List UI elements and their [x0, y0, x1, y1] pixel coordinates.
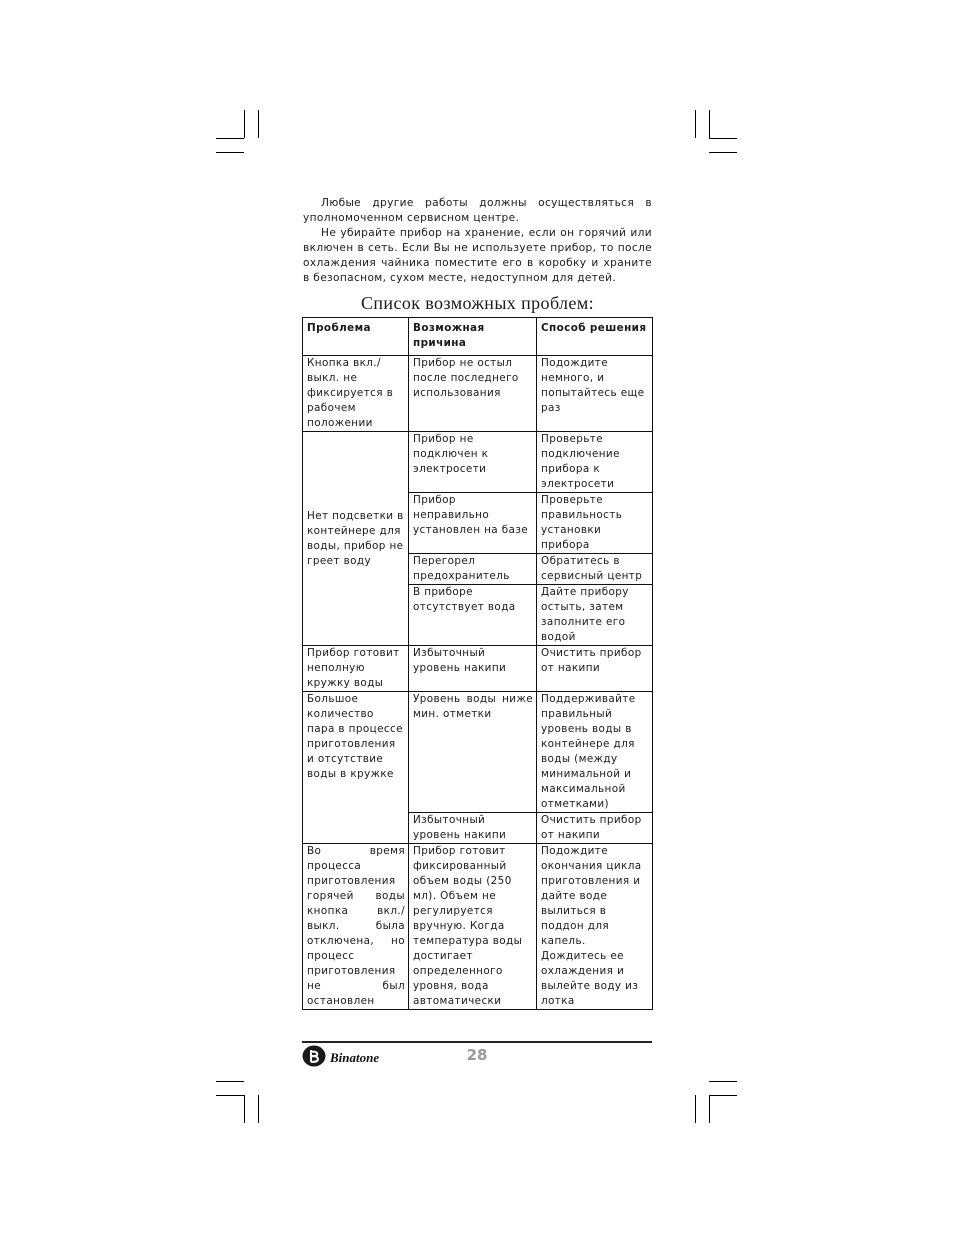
- crop-mark: [216, 138, 244, 139]
- crop-mark: [216, 1095, 244, 1096]
- solution-cell: Проверьте правильность установки прибора: [537, 493, 653, 554]
- problem-cell: Прибор готовит неполную кружку воды: [303, 646, 409, 692]
- crop-mark: [258, 1095, 259, 1123]
- page-number: 28: [466, 1046, 488, 1064]
- table-row: [303, 646, 653, 692]
- column-header-solution: Способ решения: [537, 318, 653, 356]
- crop-mark: [709, 1095, 710, 1123]
- cause-cell: Избыточный уровень накипи: [409, 646, 537, 692]
- crop-mark: [709, 1095, 737, 1096]
- solution-cell: Обратитесь в сервисный центр: [537, 554, 653, 585]
- table-row: [303, 356, 653, 432]
- crop-mark: [709, 110, 710, 138]
- problem-cell: Нет подсветки в контейнере для воды, прибор не греет воду: [303, 432, 409, 646]
- solution-cell: Поддерживайте правильный уровень воды в контейнере для воды (между минимальной и максимальной отметками): [537, 692, 653, 813]
- crop-mark: [244, 1095, 245, 1123]
- footer-rule: [302, 1041, 652, 1043]
- crop-mark: [709, 1081, 737, 1082]
- intro-text: [303, 196, 652, 286]
- column-header-problem: Проблема: [303, 318, 409, 356]
- table-header-row: [303, 318, 653, 356]
- cause-cell: Перегорел предохранитель: [409, 554, 537, 585]
- problem-cell: Во время процесса приготовления горячей воды кнопка вкл./выкл. была отключена, но процесс приготовления не был остановлен: [303, 844, 409, 1010]
- brand-logo: [302, 1046, 379, 1070]
- column-header-cause: Возможная причина: [409, 318, 537, 356]
- table-row: [303, 432, 653, 493]
- solution-cell: Очистить прибор от накипи: [537, 646, 653, 692]
- cause-cell: В приборе отсутствует вода: [409, 585, 537, 646]
- cause-cell: Прибор готовит фиксированный объем воды (250 мл). Объем не регулируется вручную. Когда температура воды достигает определенного уровня, вода автоматически: [409, 844, 537, 1010]
- crop-mark: [709, 152, 737, 153]
- cause-cell: Прибор не остыл после последнего использования: [409, 356, 537, 432]
- cause-cell: Избыточный уровень накипи: [409, 813, 537, 844]
- brand-name: Binatone: [330, 1050, 380, 1065]
- crop-mark: [216, 1081, 244, 1082]
- solution-cell: Проверьте подключение прибора к электросети: [537, 432, 653, 493]
- crop-mark: [695, 1095, 696, 1123]
- binatone-logo-icon: [302, 1045, 326, 1071]
- section-title: Список возможных проблем:: [360, 293, 595, 313]
- table-row: [303, 692, 653, 813]
- crop-mark: [216, 152, 244, 153]
- intro-paragraph: Не убирайте прибор на хранение, если он горячий или включен в сеть. Если Вы не используете прибор, то после охлаждения чайника поместите его в коробку и храните в безопасном, сухом месте, недоступном для детей.: [303, 227, 652, 284]
- cause-cell: Прибор неправильно установлен на базе: [409, 493, 537, 554]
- crop-mark: [258, 110, 259, 138]
- crop-mark: [244, 110, 245, 138]
- solution-cell: Подождите немного, и попытайтесь еще раз: [537, 356, 653, 432]
- solution-cell: Очистить прибор от накипи: [537, 813, 653, 844]
- table-row: [303, 844, 653, 1010]
- cause-cell: Прибор не подключен к электросети: [409, 432, 537, 493]
- crop-mark: [709, 138, 737, 139]
- problem-cell: Большое количество пара в процессе приготовления и отсутствие воды в кружке: [303, 692, 409, 844]
- solution-cell: Подождите окончания цикла приготовления и дайте воде вылиться в поддон для капель. Дождитесь ее охлаждения и вылейте воду из лотка: [537, 844, 653, 1010]
- solution-cell: Дайте прибору остыть, затем заполните его водой: [537, 585, 653, 646]
- troubleshooting-table: [302, 317, 653, 1010]
- intro-paragraph: Любые другие работы должны осуществляться в уполномоченном сервисном центре.: [303, 197, 652, 224]
- cause-cell: Уровень воды ниже мин. отметки: [409, 692, 537, 813]
- problem-cell: Кнопка вкл./выкл. не фиксируется в рабочем положении: [303, 356, 409, 432]
- crop-mark: [695, 110, 696, 138]
